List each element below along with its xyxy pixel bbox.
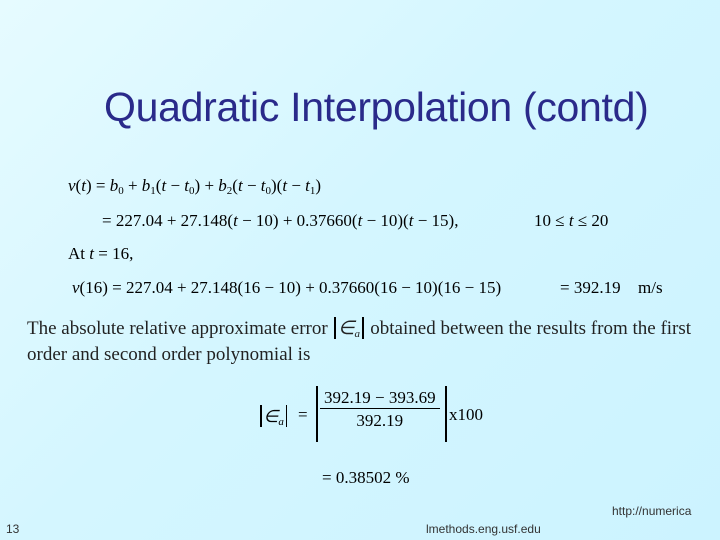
- footer-url-right: http://numerica: [612, 504, 692, 518]
- equation-substituted: = 227.04 + 27.148(t − 10) + 0.37660(t − 10)(t − 15),: [102, 211, 459, 230]
- footer-url-center: lmethods.eng.usf.edu: [426, 522, 541, 536]
- error-equals: =: [298, 405, 308, 424]
- error-result: = 0.38502 %: [322, 468, 410, 487]
- equation-result: = 392.19: [560, 278, 621, 297]
- page-number: 13: [6, 522, 20, 536]
- result-unit: m/s: [638, 278, 663, 297]
- error-lhs: $\in_a$: [258, 405, 289, 428]
- abs-bar-left: [316, 386, 318, 442]
- error-multiplier: x100: [449, 405, 483, 424]
- equation-range: 10 ≤ t ≤ 20: [534, 211, 609, 230]
- paragraph-line-2: order and second order polynomial is: [27, 344, 311, 365]
- fraction-numerator: 392.19 − 393.69: [320, 388, 440, 409]
- equation-general-form: $v(t) = b_0 + b_1(t - t_0) + b_2(t - t_0)(t - t_1)$: [68, 176, 322, 197]
- error-fraction: [320, 388, 440, 431]
- paragraph-line-1: The absolute relative approximate error $\in_a$ obtained between the results from the first: [27, 318, 692, 340]
- epsilon-a-symbol: $\in_a$: [337, 318, 361, 340]
- fraction-denominator: 392.19: [356, 411, 404, 430]
- at-t-equals-16: At t = 16,: [68, 244, 134, 263]
- abs-bar-right: [445, 386, 447, 442]
- slide-title: Quadratic Interpolation (contd): [104, 84, 649, 130]
- equation-evaluated: v(16) = 227.04 + 27.148(16 − 10) + 0.37660(16 − 10)(16 − 15): [72, 278, 502, 297]
